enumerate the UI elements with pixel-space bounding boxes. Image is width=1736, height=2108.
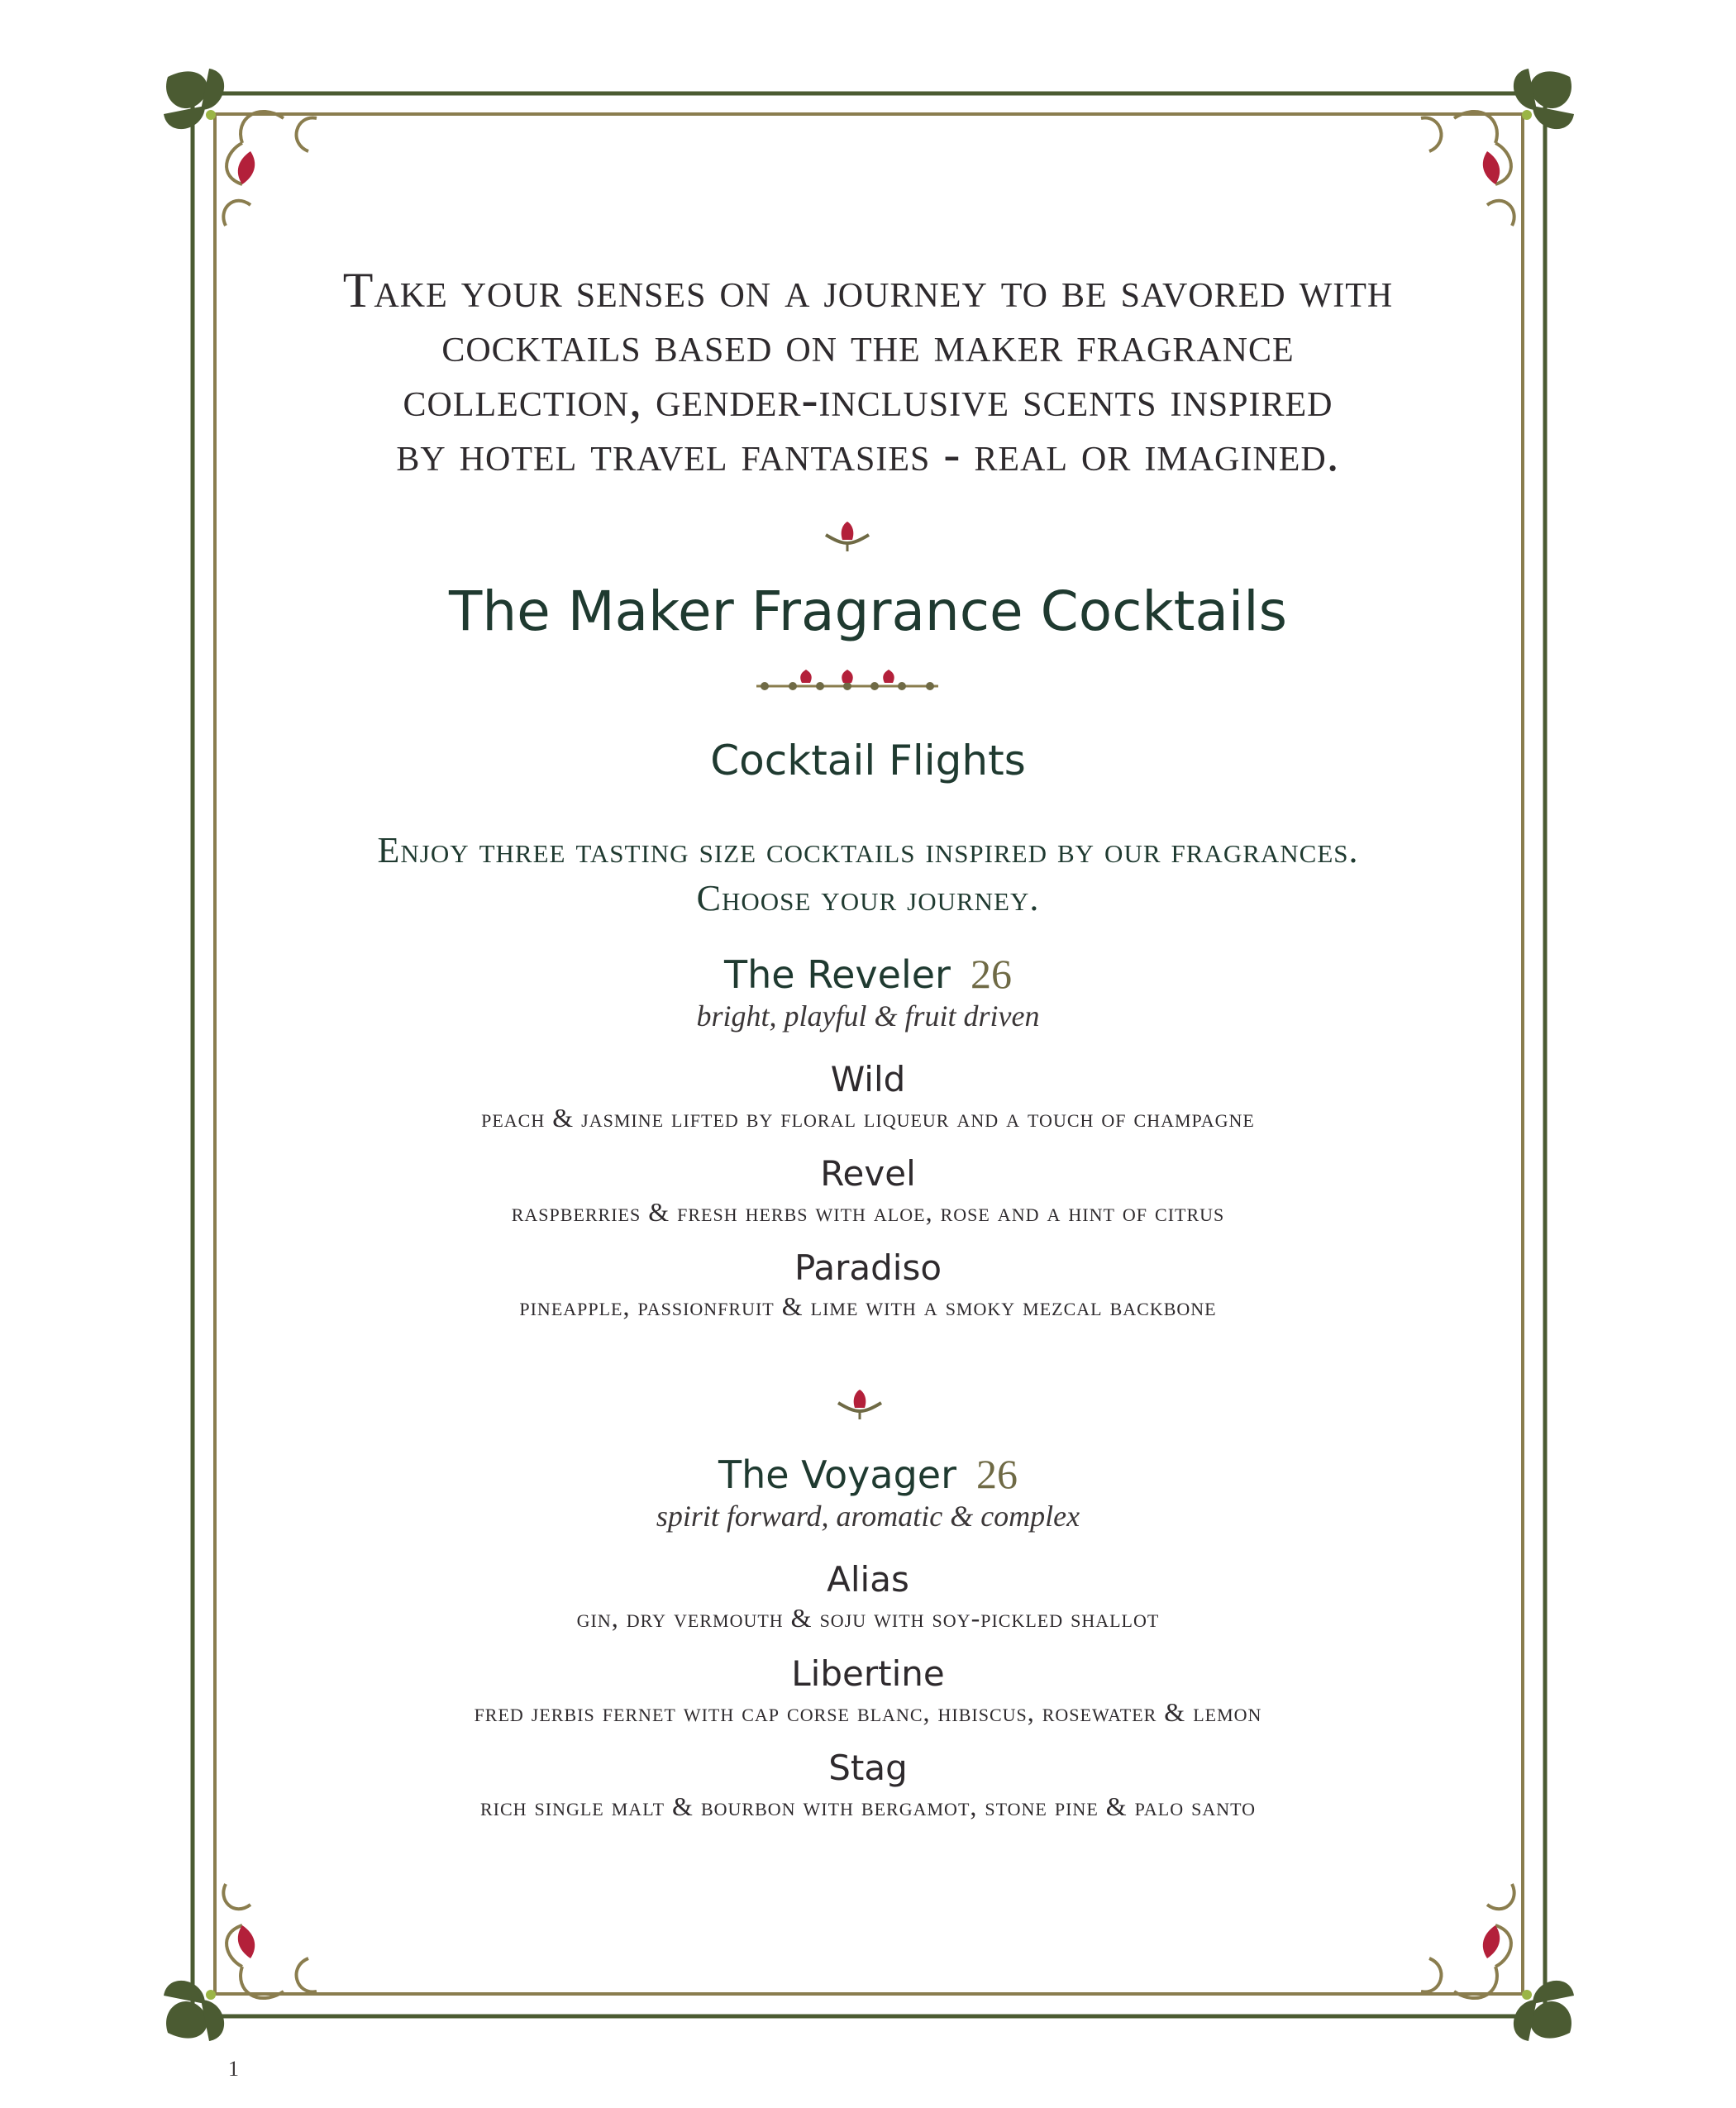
divider-border-icon xyxy=(756,670,938,690)
cocktail-name: Revel xyxy=(820,1153,916,1194)
cocktail-description: gin, dry vermouth & soju with soy-pickled shallot xyxy=(576,1603,1160,1633)
cocktail-description: raspberries & fresh herbs with aloe, rose and a hint of citrus xyxy=(511,1197,1225,1227)
section-title: Cocktail Flights xyxy=(710,737,1026,785)
cocktail-description: fred jerbis fernet with cap corse blanc, hibiscus, rosewater & lemon xyxy=(474,1697,1262,1727)
intro-line: Take your senses on a journey to be savored with xyxy=(342,263,1394,317)
cocktail-description: peach & jasmine lifted by floral liqueur and a touch of champagne xyxy=(481,1103,1255,1133)
page-title: The Maker Fragrance Cocktails xyxy=(449,579,1287,643)
intro-paragraph xyxy=(273,263,1463,481)
flight-heading xyxy=(273,951,1463,998)
flight-heading xyxy=(273,1451,1463,1498)
section-subtitle xyxy=(273,827,1463,923)
intro-line: cocktails based on the maker fragrance xyxy=(441,317,1295,372)
cocktail-name: Wild xyxy=(830,1059,906,1099)
cocktail-name: Libertine xyxy=(791,1653,945,1694)
intro-line: collection, gender-inclusive scents inspired xyxy=(403,372,1333,427)
tulip-ornament-icon xyxy=(838,1390,881,1419)
tulip-ornament-icon xyxy=(826,522,869,551)
cocktail-description: pineapple, passionfruit & lime with a smoky mezcal backbone xyxy=(519,1291,1217,1321)
subtitle-line: Choose your journey. xyxy=(696,878,1040,918)
cocktail-name: Stag xyxy=(828,1748,908,1788)
flight-name: The Voyager xyxy=(718,1452,957,1497)
page-number: 1 xyxy=(228,2057,239,2081)
flight-description: bright, playful & fruit driven xyxy=(696,999,1040,1033)
cocktail-name: Alias xyxy=(827,1559,909,1600)
flight-price: 26 xyxy=(970,951,1012,997)
flight-price: 26 xyxy=(976,1451,1018,1497)
cocktail-description: rich single malt & bourbon with bergamot, stone pine & palo santo xyxy=(479,1791,1257,1821)
subtitle-line: Enjoy three tasting size cocktails inspired by our fragrances. xyxy=(377,830,1359,870)
flight-name: The Reveler xyxy=(724,952,951,997)
intro-line: by hotel travel fantasies - real or imagined. xyxy=(396,427,1340,481)
flight-reveler xyxy=(273,951,1463,1340)
flight-voyager xyxy=(273,1451,1463,1840)
flight-description: spirit forward, aromatic & complex xyxy=(656,1500,1080,1533)
cocktail-name: Paradiso xyxy=(794,1247,942,1288)
